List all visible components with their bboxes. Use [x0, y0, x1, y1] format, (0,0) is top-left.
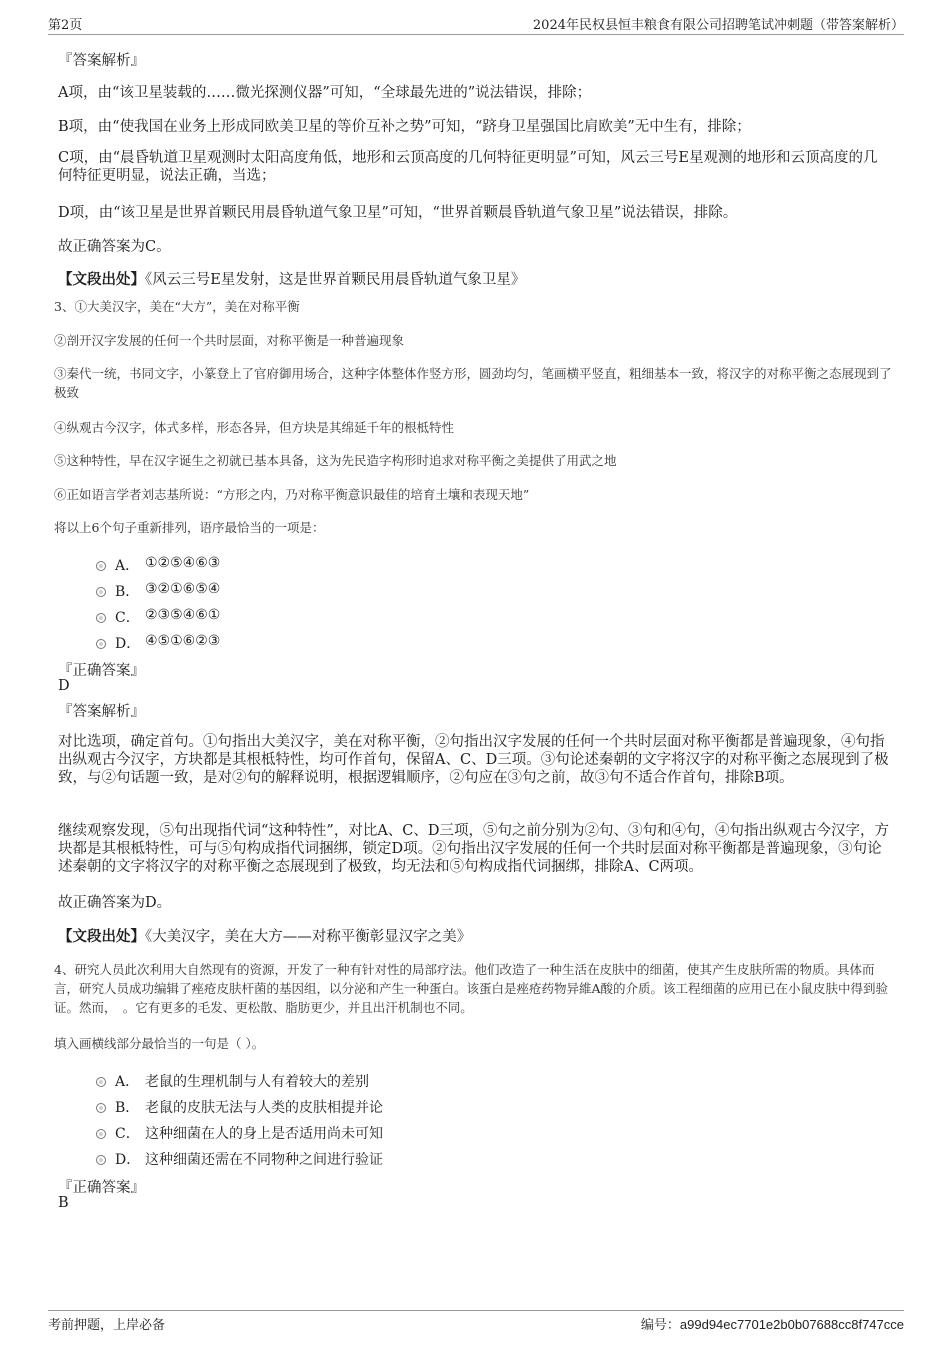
q3-answer: D: [58, 678, 70, 694]
footer-slogan: 考前押题，上岸必备: [48, 1318, 166, 1333]
q3-analysis-p2: 继续观察发现，⑤句出现指代词“这种特性”，对比A、C、D三项，⑤句之前分别为②句、③句和④句，④句指出纵观古今汉字，方块都是其根柢特性，可与⑤句构成指代词捆绑，锁定D项。②句指出汉字发展的任何一个共时层面对称平衡都是普遍现象，③句论述秦朝的文字将汉字的对称平衡之态展现到了极致，均无法和⑤句构成指代词捆绑，排除A、C两项。: [58, 823, 890, 875]
header-divider: [48, 34, 904, 35]
radio-circle-icon[interactable]: [96, 1077, 106, 1087]
option-text: 这种细菌还需在不同物种之间进行验证: [145, 1152, 383, 1168]
q2-source: [58, 268, 525, 289]
option-text: ①②⑤④⑥③: [145, 555, 221, 571]
footer-divider: [48, 1310, 904, 1311]
option-letter: C．: [115, 610, 140, 626]
q2-source-label: 【文段出处】: [58, 271, 145, 288]
q3-analysis-p1: 对比选项，确定首句。①句指出大美汉字，美在对称平衡，②句指出汉字发展的任何一个共时层面对称平衡都是普遍现象，④句指出纵观古今汉字，方块都是其根柢特性，均可作首句，保留A、C、D三项。③句论述秦朝的文字将汉字的对称平衡之态展现到了极致，与②句话题一致，是对②句的解释说明，根据逻辑顺序，②句应在③句之前，故③句不适合作首句，排除B项。: [58, 734, 889, 786]
option-text: 老鼠的生理机制与人有着较大的差别: [145, 1074, 369, 1090]
radio-circle-icon[interactable]: [96, 613, 106, 623]
radio-circle-icon[interactable]: [96, 1129, 106, 1139]
option-letter: D．: [115, 636, 141, 652]
option-letter: A．: [115, 558, 140, 574]
option-letter: C．: [115, 1126, 140, 1142]
q4-stem: 4、研究人员此次利用大自然现有的资源，开发了一种有针对性的局部疗法。他们改造了一种生活在皮肤中的细菌，使其产生皮肤所需的物质。具体而言，研究人员成功编辑了痤疮皮肤杆菌的基因组，以分泌和产生一种蛋白。该蛋白是痤疮药物异維A酸的介质。该工程细菌的应用已在小鼠皮肤中得到验证。然而， 。它有更多的毛发、更松散、脂肪更少，并且出汗机制也不同。: [54, 962, 889, 1015]
option-text: ②③⑤④⑥①: [145, 607, 221, 623]
option-text: ④⑤①⑥②③: [145, 633, 221, 649]
q2-analysis-line-d: D项，由“该卫星是世界首颗民用晨昏轨道气象卫星”可知，“世界首颗晨昏轨道气象卫星”说法错误，排除。: [58, 205, 738, 221]
q3-sentence-4: ④纵观古今汉字，体式多样，形态各异，但方块是其绵延千年的根柢特性: [54, 420, 455, 435]
option-text: 这种细菌在人的身上是否适用尚未可知: [145, 1126, 383, 1142]
q2-analysis-line-a: A项，由“该卫星装载的……微光探测仪器”可知，“全球最先进的”说法错误，排除；: [58, 85, 592, 101]
radio-circle-icon[interactable]: [96, 1103, 106, 1113]
option-text: ③②①⑥⑤④: [145, 581, 221, 597]
q3-source-label: 【文段出处】: [58, 928, 145, 945]
q4-answer: B: [58, 1195, 69, 1211]
q2-analysis-line-b: B项，由“使我国在业务上形成同欧美卫星的等价互补之势”可知，“跻身卫星强国比肩欧美”无中生有，排除；: [58, 119, 751, 135]
q3-sentence-6: ⑥正如语言学者刘志基所说：“方形之内，乃对称平衡意识最佳的培育土壤和表现天地”: [54, 487, 530, 502]
q2-source-text: 《风云三号E星发射，这是世界首颗民用晨昏轨道气象卫星》: [145, 272, 526, 288]
option-letter: A．: [115, 1074, 140, 1090]
q4-prompt: 填入画横线部分最恰当的一句是（ ）。: [54, 1036, 265, 1051]
q3-analysis-label: 『答案解析』: [58, 704, 145, 720]
q3-sentence-3: ③秦代一统，书同文字，小篆登上了官府御用场合，这种字体整体作竖方形，圆劲均匀，笔画横平竖直，粗细基本一致，将汉字的对称平衡之态展现到了极致: [54, 366, 892, 400]
q3-sentence-2: ②剖开汉字发展的任何一个共时层面，对称平衡是一种普遍现象: [54, 333, 405, 348]
radio-circle-icon[interactable]: [96, 1155, 106, 1165]
option-letter: B．: [115, 584, 140, 600]
footer-code: [641, 1314, 904, 1333]
q3-prompt: 将以上6个句子重新排列，语序最恰当的一项是：: [54, 520, 325, 535]
q3-conclusion: 故正确答案为D。: [58, 895, 172, 911]
option-text: 老鼠的皮肤无法与人类的皮肤相提并论: [145, 1100, 383, 1116]
q3-source: [58, 925, 471, 946]
q2-analysis-label: 『答案解析』: [58, 53, 145, 69]
page-number: 第2页: [48, 18, 83, 33]
q2-conclusion: 故正确答案为C。: [58, 239, 171, 255]
q4-answer-label: 『正确答案』: [58, 1180, 145, 1196]
document-title: 2024年民权县恒丰粮食有限公司招聘笔试冲刺题（带答案解析）: [532, 18, 904, 33]
footer-code-label: 编号：: [640, 1318, 680, 1333]
q3-sentence-1: 3、①大美汉字，美在“大方”，美在对称平衡: [54, 299, 300, 314]
option-letter: D．: [115, 1152, 141, 1168]
radio-circle-icon[interactable]: [96, 587, 106, 597]
option-letter: B．: [115, 1100, 140, 1116]
footer-code-value: a99d94ec7701e2b0b07688cc8f747cce: [679, 1317, 904, 1332]
q3-answer-label: 『正确答案』: [58, 663, 145, 679]
q3-sentence-5: ⑤这种特性，早在汉字诞生之初就已基本具备，这为先民造字构形时追求对称平衡之美提供了用武之地: [54, 453, 617, 468]
q2-analysis-line-c: C项，由“晨昏轨道卫星观测时太阳高度角低，地形和云顶高度的几何特征更明显”可知，风云三号E星观测的地形和云顶高度的几何特征更明显，说法正确，当选；: [58, 150, 878, 184]
radio-circle-icon[interactable]: [96, 639, 106, 649]
q3-source-text: 《大美汉字，美在大方——对称平衡彰显汉字之美》: [145, 929, 472, 945]
radio-circle-icon[interactable]: [96, 561, 106, 571]
